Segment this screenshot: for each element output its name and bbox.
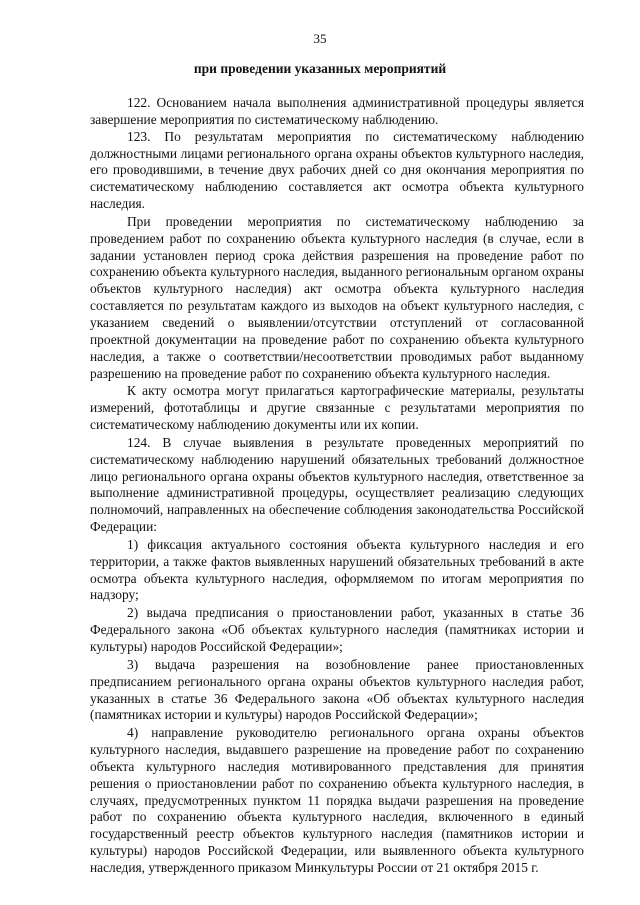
section-heading: при проведении указанных мероприятий [193,61,447,76]
list-item-1: 1) фиксация актуального состояния объекта культурного наследия и его территории, а также фактов выявленных нарушений обязательных требований в акте осмотра объекта культурного наследия, оформляемом по итогам мероприятия по надзору; [90,536,584,603]
paragraph-act-inspection: При проведении мероприятия по систематическому наблюдению за проведением работ по сохранению объекта культурного наследия (в случае, если в задании установлен период срока действия разрешения на проведение работ по сохранению объекта культурного наследия, выданного региональным органом охраны объектов культурного наследия) акт осмотра объекта культурного наследия составляется по результатам каждого из выходов на объект культурного наследия, с указанием сведений о выявлении/отсутствии отступлений от согласованной проектной документации на проведение работ по сохранению объекта культурного наследия, а также о соответствии/несоответствии проводимых работ выданному разрешению на проведение работ по сохранению объекта культурного наследия. [90,213,584,381]
page-number: 35 [313,31,327,46]
list-item-4: 4) направление руководителю регионального органа охраны объектов культурного наследия, выдавшего разрешение на проведение работ по сохранению объекта культурного наследия мотивированного представления для принятия решения о приостановлении работ по сохранению объекта культурного наследия, в случаях, предусмотренных пунктом 11 порядка выдачи разрешения на проведение работ по сохранению объекта культурного наследия, включенного в единый государственный реестр объектов культурного наследия (памятников истории и культуры) народов Российской Федерации, или выявленного объекта культурного наследия, утвержденного приказом Минкультуры России от 21 октября 2015 г. [90,725,584,875]
list-item-3: 3) выдача разрешения на возобновление ранее приостановленных предписанием регионального органа охраны объектов культурного наследия работ, указанных в статье 36 Федерального закона «Об объектах культурного наследия (памятниках истории и культуры) народов Российской Федерации»; [90,656,584,723]
list-item-2: 2) выдача предписания о приостановлении работ, указанных в статье 36 Федерального закона «Об объектах культурного наследия (памятниках истории и культуры) народов Российской Федерации»; [90,605,584,654]
document-body [90,95,584,877]
paragraph-123: 123. По результатам мероприятия по систематическому наблюдению должностными лицами регионального органа охраны объектов культурного наследия, его проводившими, в течение двух рабочих дней со дня окончания мероприятия по систематическому наблюдению составляется акт осмотра объекта культурного наследия. [90,128,584,212]
paragraph-124: 124. В случае выявления в результате проведенных мероприятий по систематическому наблюдению нарушений обязательных требований должностное лицо регионального органа охраны объектов культурного наследия, ответственное за выполнение административной процедуры, осуществляет реализацию следующих полномочий, направленных на обеспечение соблюдения законодательства Российской Федерации: [90,434,584,535]
paragraph-122: 122. Основанием начала выполнения административной процедуры является завершение мероприятия по систематическому наблюдению. [90,95,584,127]
paragraph-attachments: К акту осмотра могут прилагаться картографические материалы, результаты измерений, фототаблицы и другие связанные с результатами мероприятия по систематическому наблюдению документы или их копии. [90,383,584,433]
